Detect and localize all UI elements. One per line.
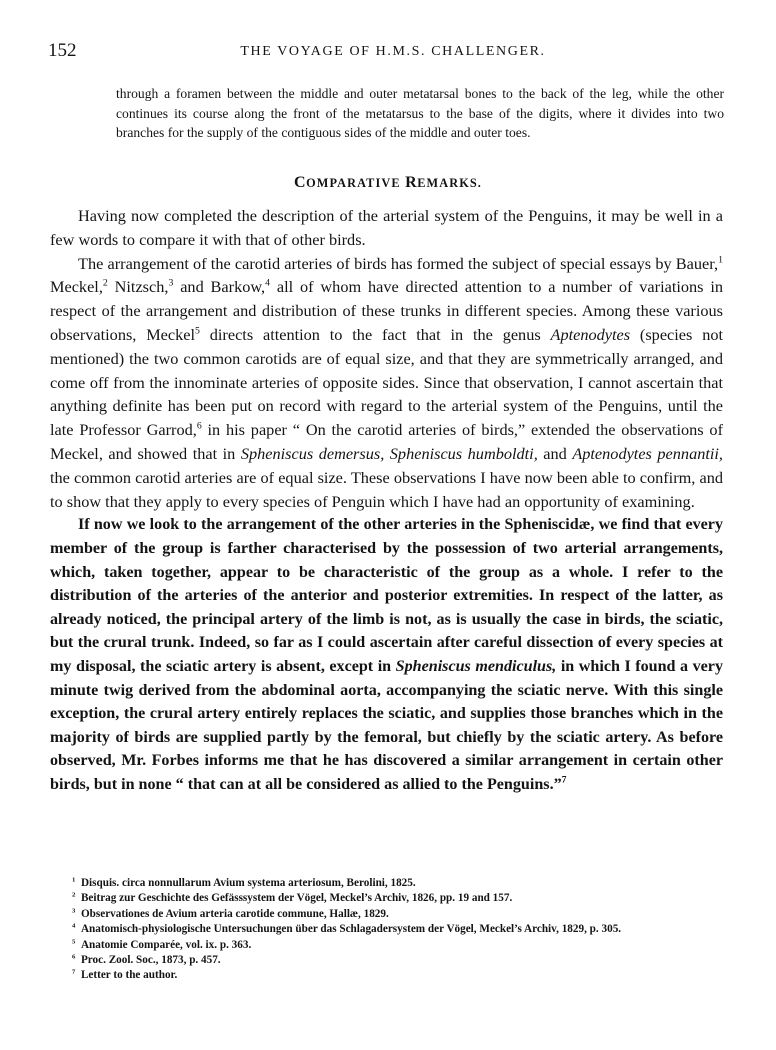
footnote-2 [72, 891, 732, 906]
species-name: Spheniscus mendiculus, [395, 657, 557, 675]
footnote-text: Letter to the author. [80, 969, 178, 982]
footnote-number: 7 [72, 968, 76, 976]
text-span: the common carotid arteries are of equal size. These observations I have now been able to confirm, and to show that they apply to every species of Penguin which I have had an opportunity of examining. [50, 467, 723, 511]
text-span: in his paper “ On the carotid arteries of birds,” extended the observations of Meckel, and showed that in [50, 420, 723, 463]
footnote-ref-2[interactable]: 2 [102, 277, 108, 289]
heading-rest-c: OMPARATIVE [306, 176, 401, 190]
text-span: and [537, 443, 573, 463]
footnote-4 [72, 922, 732, 937]
footnote-number: 1 [72, 876, 76, 884]
footnote-ref-5[interactable]: 5 [195, 325, 200, 337]
footnote-number: 6 [72, 953, 76, 961]
text-span: (species not mentioned) the two common carotids are of equal size, and that they are symmetrically arranged, and come off from the innominate arteries of opposite sides. Since that observation, I cannot ascertain that anything definite has been put on record with regard to the arterial system of the Penguins, until the late Professor Garrod, [50, 324, 723, 440]
footnote-7 [72, 968, 732, 983]
text-span: all of whom have directed attention to a number of variations in respect of the arrangement and distribution of these trunks in different species. Among these various observations, Meckel [50, 277, 723, 344]
heading-initial-r: R [405, 174, 418, 191]
main-text [50, 204, 723, 796]
running-head: THE VOYAGE OF H.M.S. CHALLENGER. [240, 44, 546, 59]
page-header [48, 40, 738, 64]
footnote-number: 3 [72, 907, 76, 915]
paragraph-intro: Having now completed the description of the arterial system of the Penguins, it may be well in a few words to compare it with that of other birds. [50, 206, 723, 249]
footnote-text: Proc. Zool. Soc., 1873, p. 457. [80, 954, 221, 967]
footnote-ref-7[interactable]: 7 [561, 774, 567, 786]
footnote-ref-4[interactable]: 4 [265, 277, 271, 289]
footnote-text: Disquis. circa nonnullarum Avium systema arteriosum, Berolini, 1825. [80, 877, 416, 889]
footnote-text: Anatomisch-physiologische Untersuchungen über das Schlagadersystem der Vögel, Meckel’s Archiv, 1829, p. 305. [80, 923, 622, 936]
footnote-ref-3[interactable]: 3 [168, 277, 174, 289]
text-span: If now we look to the arrangement of the other arteries in the Spheniscidæ, we find that every member of the group is farther characterised by the possession of two arterial arrangements, which, taken together, appear to be characteristic of the group as a whole. I refer to the distribution of the arteries of the anterior and posterior extremities. In respect of the latter, as already noticed, the principal artery of the limb is not, as is usually the case in birds, the sciatic, but the crural trunk. Indeed, so far as I could ascertain after careful dissection of every species at my disposal, the sciatic artery is absent, except in [50, 516, 723, 675]
footnote-text: Beitrag zur Geschichte des Gefässsystem der Vögel, Meckel’s Archiv, 1826, pp. 19 and 157. [80, 892, 513, 905]
footnote-ref-1[interactable]: 1 [718, 254, 723, 266]
footnote-number: 5 [72, 937, 76, 945]
footnote-ref-6[interactable]: 6 [196, 420, 202, 432]
footnote-text: Anatomie Comparée, vol. ix. p. 363. [80, 938, 252, 951]
footnote-number: 2 [72, 891, 76, 899]
text-span: and Barkow, [173, 277, 266, 297]
species-name: Spheniscus demersus, Spheniscus humboldti, [240, 443, 538, 463]
text-span: in which I found a very minute twig derived from the abdominal aorta, accompanying the sciatic nerve. With this single exception, the crural artery entirely replaces the sciatic, and supplies those branches which in the majority of birds are supplied partly by the femoral, but chiefly by the sciatic artery. As before observed, Mr. Forbes informs me that he has discovered a similar arrangement in certain other birds, but in none “ that can at all be considered as allied to the Penguins.” [50, 657, 723, 793]
species-name: Aptenodytes pennantii, [572, 443, 723, 463]
footnote-6 [72, 953, 732, 968]
text-span: Nitzsch, [107, 277, 169, 297]
continued-paragraph: through a foramen between the middle and outer metatarsal bones to the back of the leg, while the other continues its course along the front of the metatarsus to the base of the digits, where it divides into two branches for the supply of the contiguous sides of the middle and outer toes. [116, 86, 724, 140]
footnote-text: Observationes de Avium arteria carotide commune, Hallæ, 1829. [80, 907, 389, 920]
footnote-1 [72, 876, 732, 891]
section-heading [0, 174, 776, 192]
text-span: The arrangement of the carotid arteries of birds has formed the subject of special essays by Bauer, [78, 253, 719, 273]
species-name: Aptenodytes [550, 324, 631, 344]
footnote-3 [72, 907, 732, 922]
text-span: Meckel, [50, 277, 103, 297]
page-number: 152 [48, 40, 77, 61]
footnote-number: 4 [72, 922, 76, 930]
footnotes [72, 876, 732, 984]
paragraph-spheniscidae [50, 513, 723, 796]
heading-rest-r: EMARKS. [417, 176, 482, 190]
paragraph-carotid [50, 252, 723, 514]
text-span: directs attention to the fact that in the genus [199, 324, 551, 344]
footnote-5 [72, 938, 732, 953]
heading-initial-c: C [294, 174, 307, 191]
